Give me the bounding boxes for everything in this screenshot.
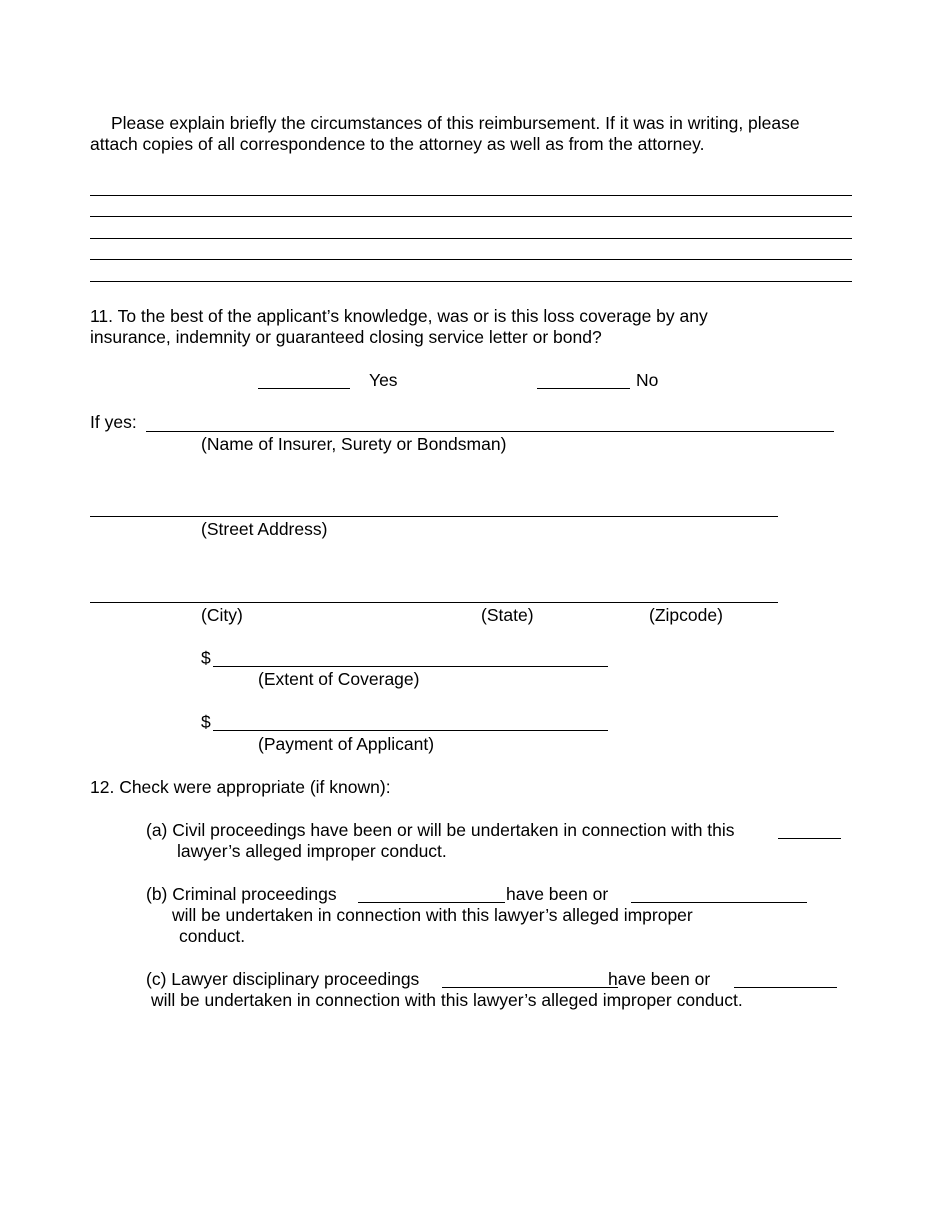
q12b-part-1: (b) Criminal proceedings <box>146 884 337 904</box>
payment-currency: $ <box>201 712 211 732</box>
yes-label: Yes <box>369 370 398 390</box>
q12b-will-be-blank[interactable] <box>631 902 807 903</box>
yes-blank[interactable] <box>258 388 350 389</box>
explanation-line-4[interactable] <box>90 259 852 260</box>
q12a-line-2: lawyer’s alleged improper conduct. <box>177 841 447 861</box>
q12a-line-1: (a) Civil proceedings have been or will be undertaken in connection with this <box>146 820 735 840</box>
street-caption: (Street Address) <box>201 519 328 539</box>
no-blank[interactable] <box>537 388 630 389</box>
coverage-caption: (Extent of Coverage) <box>258 669 420 689</box>
payment-amount-blank[interactable] <box>213 730 608 731</box>
intro-line-1: Please explain briefly the circumstances of this reimbursement. If it was in writing, please <box>111 113 800 133</box>
q12b-line-2: will be undertaken in connection with this lawyer’s alleged improper <box>172 905 693 925</box>
coverage-currency: $ <box>201 648 211 668</box>
city-caption: (City) <box>201 605 243 625</box>
insurer-name-blank[interactable] <box>146 431 834 432</box>
q12a-check-blank[interactable] <box>778 838 841 839</box>
q12b-part-2: have been or <box>506 884 609 904</box>
street-address-blank[interactable] <box>90 516 778 517</box>
city-state-zip-blank[interactable] <box>90 602 778 603</box>
insurer-caption: (Name of Insurer, Surety or Bondsman) <box>201 434 507 454</box>
explanation-line-3[interactable] <box>90 238 852 239</box>
coverage-amount-blank[interactable] <box>213 666 608 667</box>
q12b-line-3: conduct. <box>179 926 246 946</box>
intro-line-2: attach copies of all correspondence to the attorney as well as from the attorney. <box>90 134 705 154</box>
q12c-have-been-blank[interactable] <box>442 987 618 988</box>
no-label: No <box>636 370 659 390</box>
q12c-part-1: (c) Lawyer disciplinary proceedings <box>146 969 420 989</box>
explanation-line-1[interactable] <box>90 195 852 196</box>
q12c-line-2: will be undertaken in connection with this lawyer’s alleged improper conduct. <box>151 990 743 1010</box>
if-yes-label: If yes: <box>90 412 137 432</box>
explanation-line-2[interactable] <box>90 216 852 217</box>
q12c-will-be-blank[interactable] <box>734 987 837 988</box>
q11-line-1: 11. To the best of the applicant’s knowledge, was or is this loss coverage by any <box>90 306 708 326</box>
q11-line-2: insurance, indemnity or guaranteed closing service letter or bond? <box>90 327 602 347</box>
q12-heading: 12. Check were appropriate (if known): <box>90 777 391 797</box>
state-caption: (State) <box>481 605 534 625</box>
q12c-part-2: have been or <box>608 969 711 989</box>
payment-caption: (Payment of Applicant) <box>258 734 435 754</box>
explanation-line-5[interactable] <box>90 281 852 282</box>
q12b-have-been-blank[interactable] <box>358 902 505 903</box>
zip-caption: (Zipcode) <box>649 605 723 625</box>
